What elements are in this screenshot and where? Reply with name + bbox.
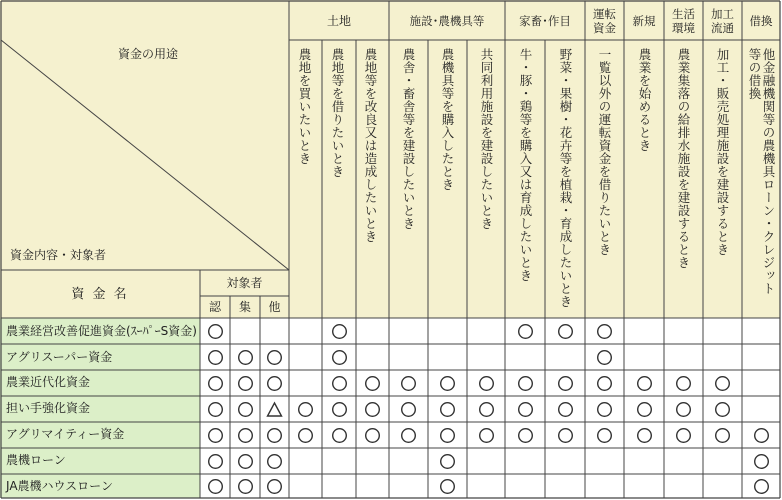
- group-new-farming: 新規: [632, 14, 656, 28]
- circle-mark-r4-c9: [517, 427, 534, 444]
- purpose-operating-funds: 一覧以外の運転資金を借りたいとき: [597, 48, 612, 256]
- circle-mark-r4-c15: [753, 427, 770, 444]
- circle-mark-r4-c10: [557, 427, 574, 444]
- circle-mark-r1-c0: [207, 349, 224, 366]
- circle-mark-r4-c5: [364, 427, 381, 444]
- purpose-build-barn: 農舎・畜舎等を建設したいとき: [401, 48, 416, 230]
- circle-mark-r2-c9: [517, 375, 534, 392]
- purpose-start-farming: 農業を始めるとき: [637, 48, 652, 152]
- circle-mark-r2-c1: [237, 375, 254, 392]
- circle-mark-r4-c7: [439, 427, 456, 444]
- circle-mark-r1-c1: [237, 349, 254, 366]
- circle-mark-r1-c2: [266, 349, 283, 366]
- circle-mark-r2-c4: [331, 375, 348, 392]
- purpose-crops: 野菜・果樹・花卉等を植栽・育成したいとき: [558, 48, 573, 308]
- group-refinance: 借換: [749, 14, 773, 28]
- fund-name-header: 資 金 名: [71, 286, 129, 302]
- circle-mark-r4-c2: [266, 427, 283, 444]
- circle-mark-r0-c4: [331, 323, 348, 340]
- circle-mark-r1-c11: [596, 349, 613, 366]
- circle-mark-r4-c6: [400, 427, 417, 444]
- circle-mark-r2-c7: [439, 375, 456, 392]
- circle-mark-r3-c7: [439, 401, 456, 418]
- circle-mark-r2-c11: [596, 375, 613, 392]
- circle-mark-r4-c4: [331, 427, 348, 444]
- purpose-rent-land: 農地等を借りたいとき: [330, 48, 345, 178]
- circle-mark-r3-c5: [364, 401, 381, 418]
- circle-mark-r3-c3: [297, 401, 314, 418]
- triangle-mark-r3-c2: [266, 401, 283, 418]
- circle-mark-r3-c13: [675, 401, 692, 418]
- group-processing: 加工 流通: [711, 7, 734, 35]
- circle-mark-r3-c14: [714, 401, 731, 418]
- row-label-agri-super: アグリスーパー資金: [6, 350, 113, 364]
- circle-mark-r4-c8: [478, 427, 495, 444]
- circle-mark-r1-c4: [331, 349, 348, 366]
- group-facility: 施設･農機具等: [409, 14, 485, 28]
- circle-mark-r5-c2: [266, 453, 283, 470]
- circle-mark-r2-c5: [364, 375, 381, 392]
- purpose-refinance: 他金融機関等の農機具ローン・クレジット等の借換: [747, 48, 776, 295]
- circle-mark-r4-c12: [636, 427, 653, 444]
- row-label-machinery-loan: 農機ローン: [6, 453, 66, 467]
- circle-mark-r4-c1: [237, 427, 254, 444]
- circle-mark-r5-c1: [237, 453, 254, 470]
- row-label-modernization: 農業近代化資金: [6, 375, 91, 389]
- circle-mark-r2-c2: [266, 375, 283, 392]
- group-livestock: 家畜･作目: [519, 14, 571, 28]
- circle-mark-r3-c11: [596, 401, 613, 418]
- circle-mark-r4-c13: [675, 427, 692, 444]
- circle-mark-r4-c0: [207, 427, 224, 444]
- circle-mark-r6-c0: [207, 478, 224, 495]
- row-label-super-s: 農業経営改善促進資金(ｽｰﾊﾟｰS資金): [6, 324, 197, 338]
- purpose-buy-land: 農地を買いたいとき: [297, 48, 312, 165]
- circle-mark-r0-c11: [596, 323, 613, 340]
- circle-mark-r4-c11: [596, 427, 613, 444]
- circle-mark-r5-c0: [207, 453, 224, 470]
- circle-mark-r4-c3: [297, 427, 314, 444]
- circle-mark-r3-c8: [478, 401, 495, 418]
- purpose-buy-machinery: 農機具等を購入したとき: [440, 48, 455, 191]
- purpose-label: 資金の用途: [118, 47, 179, 61]
- circle-mark-r2-c8: [478, 375, 495, 392]
- circle-mark-r3-c1: [237, 401, 254, 418]
- circle-mark-r3-c12: [636, 401, 653, 418]
- circle-mark-r3-c0: [207, 401, 224, 418]
- circle-mark-r3-c10: [557, 401, 574, 418]
- circle-mark-r4-c14: [714, 427, 731, 444]
- circle-mark-r2-c6: [400, 375, 417, 392]
- circle-mark-r2-c13: [675, 375, 692, 392]
- circle-mark-r3-c9: [517, 401, 534, 418]
- row-label-bearer: 担い手強化資金: [6, 401, 91, 415]
- circle-mark-r6-c15: [753, 478, 770, 495]
- purpose-improve-land: 農地等を改良又は造成したいとき: [363, 48, 378, 243]
- circle-mark-r6-c1: [237, 478, 254, 495]
- circle-mark-r2-c12: [636, 375, 653, 392]
- target-col-approved: 認: [208, 300, 221, 314]
- content-label: 資金内容・対象者: [10, 248, 107, 262]
- circle-mark-r2-c0: [207, 375, 224, 392]
- target-col-other: 他: [268, 300, 281, 314]
- circle-mark-r5-c7: [439, 453, 456, 470]
- circle-mark-r2-c10: [557, 375, 574, 392]
- circle-mark-r3-c4: [331, 401, 348, 418]
- circle-mark-r0-c10: [557, 323, 574, 340]
- circle-mark-r6-c7: [439, 478, 456, 495]
- circle-mark-r0-c0: [207, 323, 224, 340]
- circle-mark-r5-c15: [753, 453, 770, 470]
- target-header: 対象者: [226, 276, 263, 290]
- row-label-agri-mighty: アグリマイティー資金: [6, 427, 125, 441]
- circle-mark-r3-c6: [400, 401, 417, 418]
- circle-mark-r6-c2: [266, 478, 283, 495]
- purpose-shared-facility: 共同利用施設を建設したいとき: [479, 48, 494, 230]
- target-col-group: 集: [238, 300, 251, 314]
- group-land: 土地: [326, 14, 351, 28]
- row-label-ja-house-loan: JA農機ハウスローン: [6, 479, 113, 493]
- circle-mark-r0-c9: [517, 323, 534, 340]
- group-operating: 運転 資金: [593, 7, 616, 35]
- purpose-processing-facility: 加工・販売処理施設を建設するとき: [715, 48, 730, 256]
- group-living: 生活 環境: [672, 7, 695, 35]
- circle-mark-r2-c14: [714, 375, 731, 392]
- purpose-livestock: 牛・豚・鶏等を購入又は育成したいとき: [518, 48, 533, 282]
- purpose-water-facility: 農業集落の給排水施設を建設するとき: [676, 48, 691, 269]
